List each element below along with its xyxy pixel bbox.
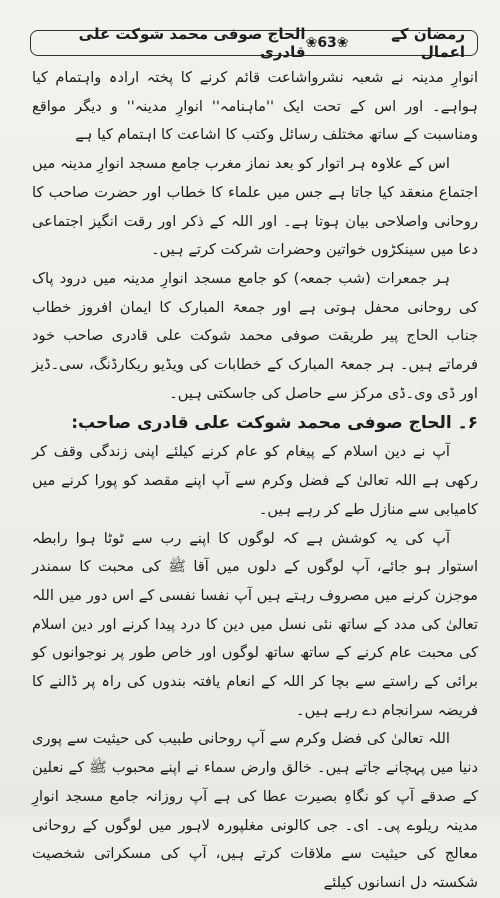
paragraph-spiritual-healer: اللہ تعالیٰ کی فضل وکرم سے آپ روحانی طبیب کی حیثیت سے پوری دنیا میں پہچانے جاتے ہیں۔ خالق وارض سماء نے اپنے محبوب ﷺ کے نعلین کے صدقے آپ کو نگاہِ بصیرت عطا کی ہے آپ روزانہ جامع مسجد انوارِ مدینہ ریلوے پی۔ ای۔ جی کالونی مغلپورہ لاہور میں لوگوں کے روحانی معالج کی حیثیت سے ملاقات کرتے ہیں، آپ کی مسکراتی شخصیت شکستہ دل انسانوں کیلئے	[32, 730, 478, 891]
section-heading: ۶۔ الحاج صوفی محمد شوکت علی قادری صاحب:	[71, 413, 478, 434]
page-header	[30, 25, 478, 61]
paragraph-thursday-gathering: ہر جمعرات (شب جمعہ) کو جامع مسجد انوارِ مدینہ میں درود پاک کی روحانی محفل ہوتی ہے اور جمعۃ المبارک کا ایمان افروز خطاب جناب الحاج پیر طریقت صوفی محمد شوکت علی قادری صاحب خود فرماتے ہیں۔ ہر جمعۃ المبارک کے خطابات کی ویڈیو ریکارڈنگ، سی۔ڈیز اور ڈی وی۔ڈی مرکز سے حاصل کی جاسکتی ہیں۔	[32, 269, 478, 402]
header-chapter-title: الحاج صوفی محمد شوکت علی قادری	[78, 25, 306, 61]
page-body	[32, 64, 478, 898]
paragraph-efforts: آپ کی یہ کوشش ہے کہ لوگوں کا اپنے رب سے ٹوٹا ہوا رابطہ استوار ہو جائے، آپ لوگوں کے دلوں میں آقا ﷺ کی محبت کا سمندر موجزن کرنے میں مصروف رہتے ہیں آپ نفسا نفسی کے اس دور میں اللہ تعالیٰ کی مدد کے ساتھ نئی نسل میں دین کا درد پیدا کرنے اور دین اسلام کی محبت عام کرنے کے ساتھ ساتھ لوگوں اور خاص طور پر نوجوانوں کو برائی کے راستے سے بچا کر اللہ کے انعام یافتہ بندوں کی راہ پر ڈالنے کا فریضہ سرانجام دے رہے ہیں۔	[32, 529, 478, 719]
header-book-title: رمضان کے اعمال	[391, 25, 465, 61]
paragraph-sunday-gathering: اس کے علاوہ ہر اتوار کو بعد نماز مغرب جامع مسجد انوارِ مدینہ میں اجتماع منعقد کیا جاتا ہے جس میں علماء کا خطاب اور حضرت صاحب کا روحانی واصلاحی بیان ہوتا ہے۔ اور اللہ کے ذکر اور رقت انگیز اجتماعی دعا میں سینکڑوں خواتین وحضرات شرکت کرتے ہیں۔	[32, 155, 478, 259]
page-number: ❀63❀	[305, 35, 349, 51]
paragraph-mission: آپ نے دین اسلام کے پیغام کو عام کرنے کیلئے اپنی زندگی وقف کر رکھی ہے اللہ تعالیٰ کے فضل وکرم سے آپ اپنے مقصد کو پورا کرنے میں کامیابی سے منازل طے کر رہے ہیں۔	[32, 443, 478, 518]
paragraph-publications: انوارِ مدینہ نے شعبہ نشرواشاعت قائم کرنے کا پختہ ارادہ واہتمام کیا ہواہے۔ اور اس کے تحت ایک ''ماہنامہ'' انوارِ مدینہ'' و دیگر مواقع ومناسبت کے ساتھ مختلف رسائل وکتب کا اشاعت کا اہتمام کیا ہے	[32, 69, 478, 144]
